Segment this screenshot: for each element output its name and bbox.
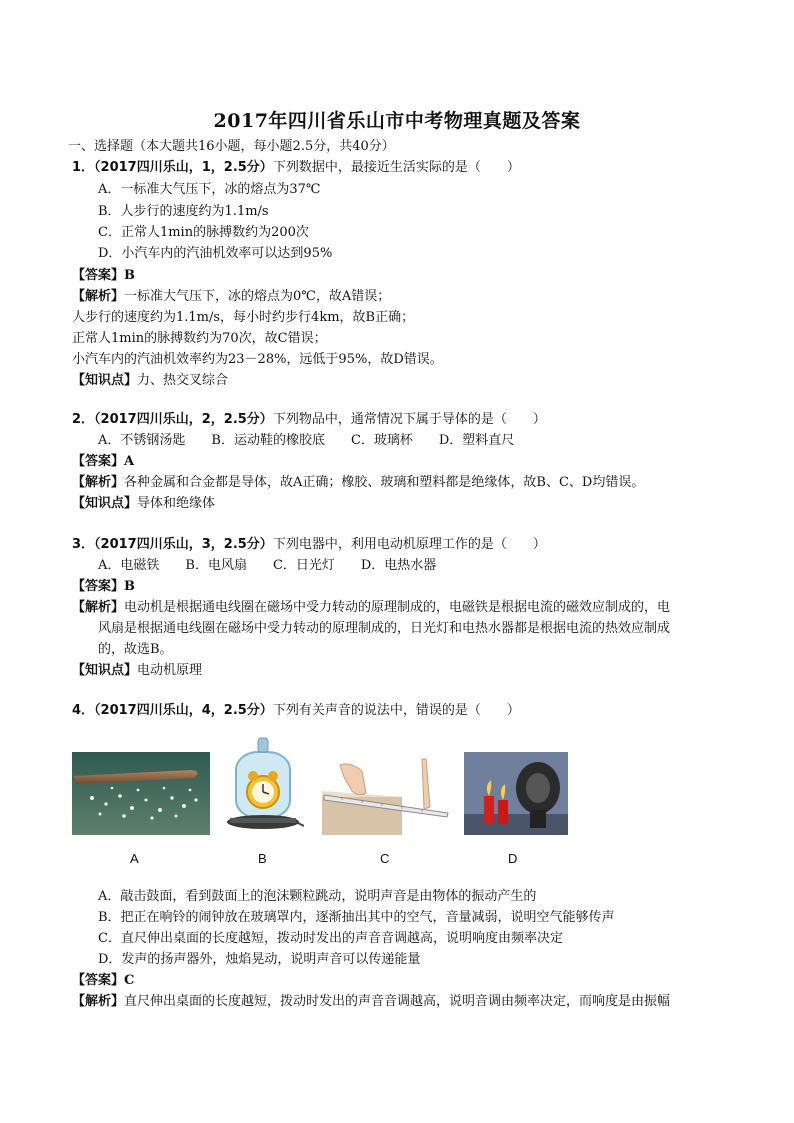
q1-analysis-text: 一标准大气压下，冰的熔点为0℃，故A错误； — [124, 289, 391, 304]
q4-answer — [72, 971, 134, 991]
q4-analysis-text: 直尺伸出桌面的长度越短，拨动时发出的声音音调越高，说明音调由频率决定，而响度是由振幅 — [124, 994, 671, 1009]
q1-answer — [72, 266, 135, 286]
analysis-label: 【解析】 — [72, 475, 125, 490]
q2-stem: 下列物品中，通常情况下属于导体的是（ ） — [272, 412, 546, 427]
q3-stem: 下列电器中，利用电动机原理工作的是（ ） — [272, 537, 546, 552]
q3-analysis-text: 电动机是根据通电线圈在磁场中受力转动的原理制成的，电磁铁是根据电流的磁效应制成的，电 — [124, 600, 671, 615]
q2-number: 2． — [72, 412, 95, 427]
q4-option-d: D．发声的扬声器外，烛焰晃动，说明声音可以传递能量 — [98, 952, 421, 967]
q1-option-c: C．正常人1min的脉搏数约为200次 — [98, 225, 309, 240]
q4-stem: 下列有关声音的说法中，错误的是（ ） — [272, 703, 520, 718]
analysis-label: 【解析】 — [72, 600, 125, 615]
q1-heading — [72, 158, 520, 178]
q2-answer-value: A — [124, 454, 135, 469]
q2-tag: （2017四川乐山，2，2.5分） — [94, 412, 273, 427]
figure-label-c: C — [380, 851, 390, 866]
q3-analysis-line-3: 的，故选B。 — [98, 642, 173, 657]
knowledge-label: 【知识点】 — [72, 373, 138, 388]
q1-option-b: B．人步行的速度约为1.1m/s — [98, 204, 269, 219]
q1-knowledge-text: 力、热交叉综合 — [137, 373, 229, 388]
q3-number: 3． — [72, 537, 95, 552]
q3-answer — [72, 577, 135, 597]
figure-label-a: A — [130, 851, 139, 866]
figure-b-bell-jar-clock — [222, 730, 304, 838]
q3-knowledge — [72, 661, 202, 681]
q3-answer-value: B — [124, 579, 136, 594]
q1-knowledge — [72, 371, 228, 391]
q2-options: A．不锈钢汤匙 B．运动鞋的橡胶底 C．玻璃杯 D．塑料直尺 — [98, 433, 515, 448]
q4-option-c: C．直尺伸出桌面的长度越短，拨动时发出的声音音调越高，说明响度由频率决定 — [98, 931, 563, 946]
figure-label-b: B — [258, 851, 267, 866]
q3-options: A．电磁铁 B．电风扇 C．日光灯 D．电热水器 — [98, 558, 437, 573]
q2-analysis-text: 各种金属和合金都是导体，故A正确；橡胶、玻璃和塑料都是绝缘体，故B、C、D均错误。 — [124, 475, 645, 490]
q4-answer-value: C — [124, 973, 135, 988]
q4-option-b: B．把正在响铃的闹钟放在玻璃罩内，逐渐抽出其中的空气，音量减弱，说明空气能够传声 — [98, 910, 615, 925]
answer-label: 【答案】 — [72, 268, 125, 283]
q1-analysis-line-2: 人步行的速度约为1.1m/s，每小时约步行4km，故B正确； — [72, 310, 415, 325]
page-title: 2017年四川省乐山市中考物理真题及答案 — [213, 110, 581, 132]
q4-option-a: A．敲击鼓面，看到鼓面上的泡沫颗粒跳动，说明声音是由物体的振动产生的 — [98, 889, 537, 904]
q1-analysis-line-1 — [72, 287, 390, 307]
q3-heading — [72, 535, 546, 555]
q1-stem: 下列数据中，最接近生活实际的是（ ） — [272, 160, 520, 175]
q1-number: 1． — [72, 160, 95, 175]
q3-knowledge-text: 电动机原理 — [137, 663, 203, 678]
q2-answer — [72, 452, 134, 472]
q1-analysis-line-4: 小汽车内的汽油机效率约为23－28%，远低于95%，故D错误。 — [72, 352, 443, 367]
q1-tag: （2017四川乐山，1，2.5分） — [94, 160, 273, 175]
knowledge-label: 【知识点】 — [72, 496, 138, 511]
q1-analysis-line-3: 正常人1min的脉搏数约为70次，故C错误； — [72, 331, 327, 346]
q4-tag: （2017四川乐山，4，2.5分） — [94, 703, 273, 718]
answer-label: 【答案】 — [72, 579, 125, 594]
analysis-label: 【解析】 — [72, 994, 125, 1009]
q3-tag: （2017四川乐山，3，2.5分） — [94, 537, 273, 552]
answer-label: 【答案】 — [72, 973, 125, 988]
analysis-label: 【解析】 — [72, 289, 125, 304]
answer-label: 【答案】 — [72, 454, 125, 469]
q1-option-a: A．一标准大气压下，冰的熔点为37℃ — [98, 182, 321, 197]
figure-d-speaker-candles — [464, 752, 568, 835]
q3-analysis-line-2: 风扇是根据通电线圈在磁场中受力转动的原理制成的，日光灯和电热水器都是根据电流的热效应制成 — [98, 621, 671, 636]
q4-analysis — [72, 992, 670, 1012]
q2-knowledge-text: 导体和绝缘体 — [137, 496, 216, 511]
figure-a-drum-foam — [72, 752, 210, 835]
q3-analysis-line-1 — [72, 598, 670, 618]
q4-heading — [72, 701, 520, 721]
figure-label-d: D — [508, 851, 518, 866]
q2-analysis — [72, 473, 644, 493]
q2-knowledge — [72, 494, 215, 514]
figure-c-ruler-table — [322, 757, 450, 835]
knowledge-label: 【知识点】 — [72, 663, 138, 678]
q1-answer-value: B — [124, 268, 136, 283]
q4-number: 4． — [72, 703, 95, 718]
section-header: 一、选择题（本大题共16小题，每小题2.5分，共40分） — [68, 139, 395, 154]
q1-option-d: D．小汽车内的汽油机效率可以达到95% — [98, 246, 333, 261]
q2-heading — [72, 410, 546, 430]
